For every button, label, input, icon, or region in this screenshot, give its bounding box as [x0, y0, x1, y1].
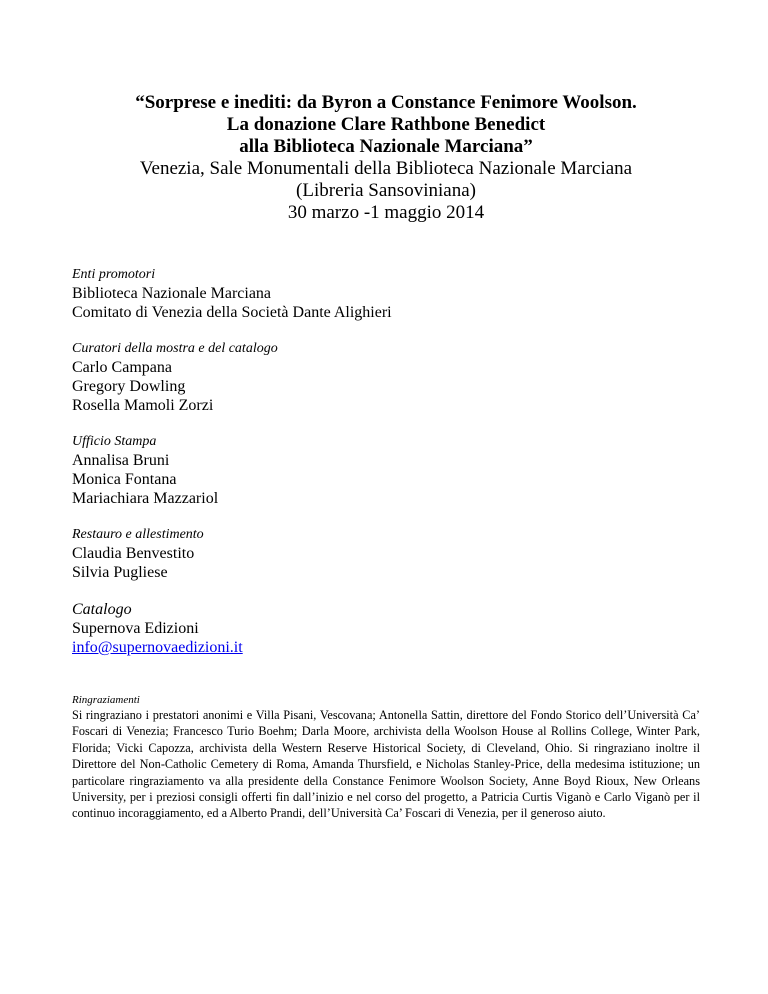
list-item: Biblioteca Nazionale Marciana: [72, 285, 272, 302]
section-ufficio-stampa: [72, 433, 700, 508]
section-heading: Curatori della mostra e del catalogo: [72, 341, 278, 356]
section-restauro: [72, 526, 700, 582]
section-heading: Enti promotori: [72, 267, 156, 282]
list-item: Supernova Edizioni: [72, 620, 199, 637]
section-heading: Catalogo: [72, 601, 132, 618]
section-heading: Restauro e allestimento: [72, 527, 204, 542]
list-item: Annalisa Bruni: [72, 452, 170, 469]
section-catalogo: [72, 600, 700, 657]
section-curatori: [72, 340, 700, 415]
title-line-3: alla Biblioteca Nazionale Marciana”: [239, 136, 533, 157]
exhibition-dates: 30 marzo -1 maggio 2014: [287, 202, 485, 223]
list-item: Monica Fontana: [72, 471, 177, 488]
venue-line-2: (Libreria Sansoviniana): [296, 180, 476, 201]
section-heading: Ufficio Stampa: [72, 434, 157, 449]
list-item: Claudia Benvestito: [72, 545, 195, 562]
list-item: Mariachiara Mazzariol: [72, 490, 219, 507]
document-page: [72, 92, 700, 822]
title-line-1: “Sorprese e inediti: da Byron a Constance Fenimore Woolson.: [135, 92, 637, 113]
list-item: Rosella Mamoli Zorzi: [72, 397, 214, 414]
list-item: Carlo Campana: [72, 359, 172, 376]
list-item: Comitato di Venezia della Società Dante Alighieri: [72, 304, 392, 321]
section-heading: Ringraziamenti: [72, 694, 140, 706]
acknowledgements-paragraph: Si ringraziano i prestatori anonimi e Villa Pisani, Vescovana; Antonella Sattin, direttore del Fondo Storico dell’Università Ca’ Foscari di Venezia; Francesco Turio Boehm; Darla Moore, archivista della Woolson House al Rollins College, Winter Park, Florida; Vicki Capozza, archivista della Western Reserve Historical Society, di Cleveland, Ohio. Si ringraziano inoltre il Direttore del Non-Catholic Cemetery di Roma, Amanda Thursfield, e Nicholas Stanley-Price, della medesima istituzione; un particolare ringraziamento va alla presidente della Constance Fenimore Woolson Society, Anne Boyd Rioux, New Orleans University, per i preziosi consigli offerti fin dall’inizio e nel corso del progetto, a Patricia Curtis Viganò e Carlo Viganò per il continuo incoraggiamento, ed a Alberto Prandi, dell’Università Ca’ Foscari di Venezia, per il generoso aiuto.: [72, 708, 700, 821]
section-enti-promotori: [72, 266, 700, 322]
list-item: Gregory Dowling: [72, 378, 186, 395]
venue-line-1: Venezia, Sale Monumentali della Biblioteca Nazionale Marciana: [139, 158, 633, 179]
section-ringraziamenti: [72, 693, 700, 822]
list-item: Silvia Pugliese: [72, 564, 168, 581]
title-line-2: La donazione Clare Rathbone Benedict: [226, 114, 546, 135]
title-block: [72, 92, 700, 224]
email-link[interactable]: info@supernovaedizioni.it: [72, 639, 243, 656]
